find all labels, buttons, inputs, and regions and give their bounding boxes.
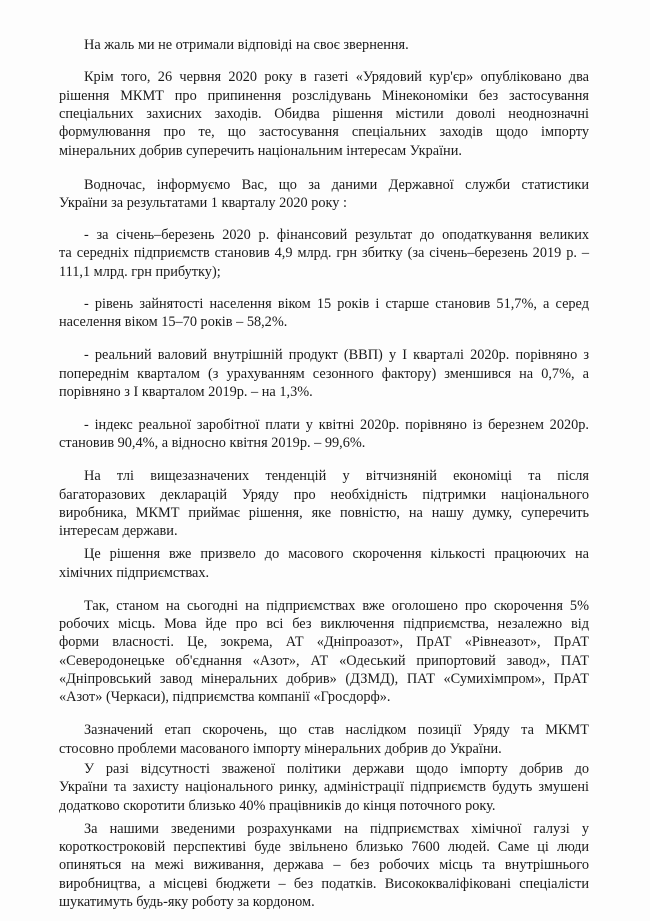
paragraph-4-line-1: - за січень–березень 2020 р. фінансовий результат до оподаткування великих — [84, 226, 589, 243]
paragraph-10-line-4: «Северодонецьке об'єднання «Азот», АТ «Одеський припортовий завод», ПАТ — [59, 652, 589, 669]
paragraph-2-line-1: Крім того, 26 червня 2020 року в газеті «Урядовий кур'єр» опубліковано два — [84, 69, 589, 86]
paragraph-6-line-2: попереднім кварталом (з урахуванням сезонного фактору) зменшився на 0,7%, а — [59, 365, 589, 382]
paragraph-2-line-4: формулювання про те, що застосування спеціальних заходів щодо імпорту — [59, 124, 589, 141]
paragraph-3-line-1: Водночас, інформуємо Вас, що за даними Державної служби статистики — [84, 176, 589, 193]
paragraph-3-line-2: України за результатами 1 кварталу 2020 року : — [59, 194, 347, 211]
paragraph-13-line-5: шукатимуть будь-яку роботу за кордоном. — [59, 894, 315, 910]
paragraph-13-line-2: короткостроковій перспективі буде звільнено близько 7600 людей. Саме ці люди — [59, 838, 589, 855]
paragraph-7-line-2: становив 90,4%, а відносно квітня 2019р. – 99,6%. — [59, 435, 366, 452]
paragraph-8-line-4: інтересам держави. — [59, 523, 178, 540]
paragraph-12-line-1: У разі відсутності зваженої політики держави щодо імпорту добрив до — [84, 761, 589, 777]
paragraph-5-line-2: населення віком 15–70 років – 58,2%. — [59, 314, 288, 331]
paragraph-1-line-1: На жаль ми не отримали відповіді на своє звернення. — [84, 37, 409, 53]
paragraph-5-line-1: - рівень зайнятості населення віком 15 років і старше становив 51,7%, а серед — [84, 295, 589, 312]
paragraph-9-line-1: Це рішення вже призвело до масового скорочення кількості працюючих на — [84, 546, 589, 563]
paragraph-2-line-2: рішення МКМТ про припинення розслідувань Мінекономіки без застосування — [59, 87, 589, 104]
paragraph-6-line-1: - реальний валовий внутрішній продукт (ВВП) у I кварталі 2020р. порівняно з — [84, 347, 589, 364]
paragraph-13-line-1: За нашими зведеними розрахунками на підприємствах хімічної галузі у — [84, 820, 589, 837]
paragraph-4-line-2: та середніх підприємств становив 4,9 млрд. грн збитку (за січень–березень 2019 р. – — [59, 245, 589, 262]
paragraph-11-line-1: Зазначений етап скорочень, що став наслідком позиції Уряду та МКМТ — [84, 722, 589, 739]
paragraph-9-line-2: хімічних підприємствах. — [59, 564, 210, 581]
paragraph-13-line-3: опиняться на межі виживання, держава – без робочих місць та внутрішнього — [59, 857, 589, 874]
paragraph-10-line-6: «Азот» (Черкаси), підприємства компанії «Гросдорф». — [59, 689, 391, 706]
paragraph-8-line-2: багаторазових декларацій Уряду про необхідність підтримки національного — [59, 486, 589, 503]
paragraph-2-line-3: спеціальних захисних заходів. Обидва рішення містили доволі неоднозначні — [59, 105, 589, 122]
paragraph-12-line-3: додатково скоротити близько 40% працівників до кінця поточного року. — [59, 797, 496, 814]
paragraph-10-line-2: робочих місць. Мова йде про всі без виключення підприємства, незалежно від — [59, 616, 589, 632]
paragraph-13-line-4: виробництва, а місцеві бюджети – без податків. Висококваліфіковані спеціалісти — [59, 875, 589, 892]
paragraph-2-line-5: мінеральних добрив суперечить національним інтересам України. — [59, 142, 462, 159]
paragraph-12-line-2: України та захисту національного ринку, адміністрації підприємств будуть змушені — [59, 779, 589, 796]
paragraph-11-line-2: стосовно проблеми масованого імпорту мінеральних добрив до України. — [59, 740, 502, 757]
paragraph-8-line-3: виробника, МКМТ приймає рішення, яке повністю, на нашу думку, суперечить — [59, 505, 589, 521]
paragraph-10-line-5: «Дніпровський завод мінеральних добрив» (ДЗМД), ПАТ «Сумихімпром», ПрАТ — [59, 671, 589, 687]
paragraph-4-line-3: 111,1 млрд. грн прибутку); — [59, 263, 221, 280]
paragraph-8-line-1: На тлі вищезазначених тенденцій у вітчизняній економіці та після — [84, 468, 589, 485]
paragraph-7-line-1: - індекс реальної заробітної плати у квітні 2020р. порівняно із березнем 2020р. — [84, 416, 589, 433]
paragraph-10-line-1: Так, станом на сьогодні на підприємствах вже оголошено про скорочення 5% — [84, 597, 589, 614]
paragraph-10-line-3: форми власності. Це, зокрема, АТ «Дніпроазот», ПрАТ «Рівнеазот», ПрАТ — [59, 634, 589, 651]
paragraph-6-line-3: порівняно з I кварталом 2019р. – на 1,3%. — [59, 383, 313, 400]
